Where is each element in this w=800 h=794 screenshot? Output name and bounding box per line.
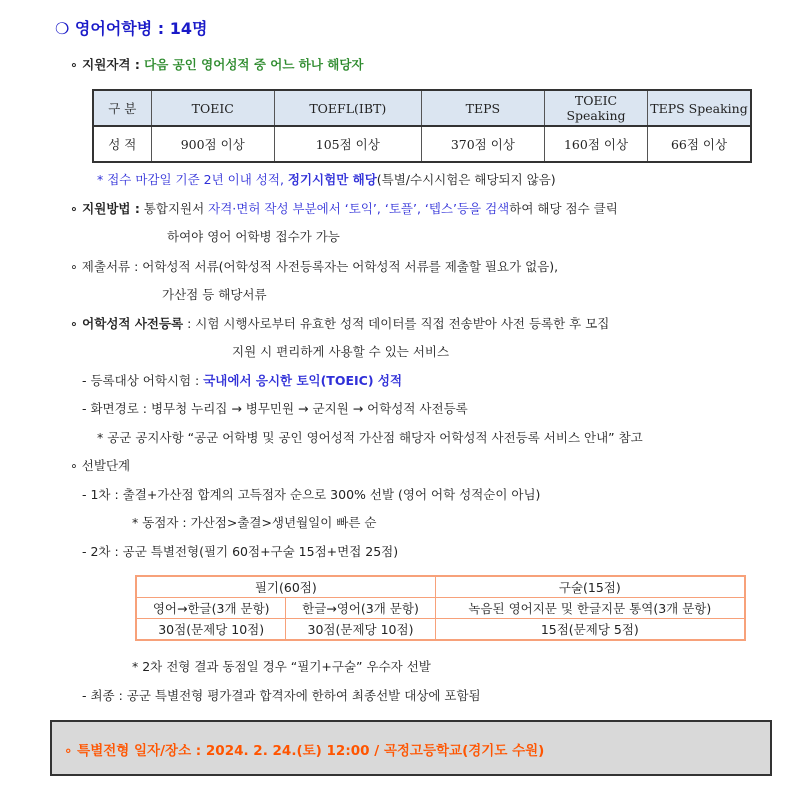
method-text: 하여 해당 점수 클릭 [509,201,618,216]
schedule-text: ∘ 특별전형 일자/장소 : 2024. 2. 24.(토) 12:00 / 곡정고등학교(경기도 수원) [64,743,545,759]
method-line2: 하여야 영어 어학병 접수가 가능 [167,229,340,244]
header-cell: TEPS Speaking [648,90,752,126]
prereg-label: ∘ 어학성적 사전등록 [70,316,184,331]
table-cell: 105점 이상 [274,126,421,162]
schedule-box [50,720,772,776]
table-cell: 900점 이상 [151,126,274,162]
target-label: - 등록대상 어학시험 : [82,373,204,388]
exam-table [135,575,746,641]
table-cell: 15점(문제당 5점) [435,619,745,641]
table-cell: 한글→영어(3개 문항) [286,598,435,619]
note-validity [97,172,556,188]
table-cell: 영어→한글(3개 문항) [136,598,286,619]
notice-reference: * 공군 공지사항 “공군 어학병 및 공인 영어성적 가산점 해당자 어학성적 사전등록 서비스 안내” 참고 [97,430,643,445]
table-cell: 370점 이상 [421,126,544,162]
header-cell: 구 분 [93,90,151,126]
note-text: * 접수 마감일 기준 2년 이내 성적, [97,172,288,187]
table-cell: 30점(문제당 10점) [286,619,435,641]
table-cell: 성 적 [93,126,151,162]
final-selection: - 최종 : 공군 특별전형 평가결과 합격자에 한하여 최종선발 대상에 포함됨 [82,688,481,703]
table-cell: 30점(문제당 10점) [136,619,286,641]
preregistration [70,316,609,332]
stage-2: - 2차 : 공군 특별전형(필기 60점+구술 15점+면접 25점) [82,544,399,559]
section-title: ❍ 영어어학병 : 14명 [55,19,208,38]
note-text: (특별/수시시험은 해당되지 않음) [376,172,556,187]
header-cell: TOEFL(IBT) [274,90,421,126]
method-text: 통합지원서 [139,201,209,216]
qualification-label: ∘ 지원자격 : [70,57,140,72]
table-cell: 녹음된 영어지문 및 한글지문 통역(3개 문항) [435,598,745,619]
table-cell: 160점 이상 [545,126,648,162]
header-cell: TEPS [421,90,544,126]
header-cell: 필기(60점) [136,576,435,598]
header-cell: TOEIC [151,90,274,126]
target-exam [82,373,402,389]
header-cell: 구술(15점) [435,576,745,598]
prereg-line2: 지원 시 편리하게 사용할 수 있는 서비스 [232,344,450,359]
tie-breaker: * 동점자 : 가산점>출결>생년월일이 빠른 순 [132,515,377,530]
method-emphasis: 자격·면허 작성 부분에서 ‘토익’, ‘토플’, ‘텝스’등을 검색 [208,201,510,216]
note-tie-stage2: * 2차 전형 결과 동점일 경우 “필기+구술” 우수자 선발 [132,659,431,674]
qualification [70,57,364,73]
documents-line2: 가산점 등 해당서류 [162,287,267,302]
prereg-text: : 시험 시행사로부터 유효한 성적 데이터를 직접 전송받아 사전 등록한 후 모집 [183,316,610,331]
method [70,201,618,217]
header-cell: TOEIC Speaking [545,90,648,126]
screen-path: - 화면경로 : 병무청 누리집 → 병무민원 → 군지원 → 어학성적 사전등록 [82,401,468,416]
method-label: ∘ 지원방법 : [70,201,140,216]
documents: ∘ 제출서류 : 어학성적 서류(어학성적 사전등록자는 어학성적 서류를 제출할 필요가 없음), [70,259,559,274]
stage-1: - 1차 : 출결+가산점 합계의 고득점자 순으로 300% 선발 (영어 어학 성적순이 아님) [82,487,541,502]
target-value: 국내에서 응시한 토익(TOEIC) 성적 [203,373,403,388]
table-cell: 66점 이상 [648,126,752,162]
qualification-text: 다음 공인 영어성적 중 어느 하나 해당자 [139,57,364,72]
score-table [92,89,752,163]
selection-stages: ∘ 선발단계 [70,458,131,473]
note-emphasis: 정기시험만 해당 [287,172,377,187]
